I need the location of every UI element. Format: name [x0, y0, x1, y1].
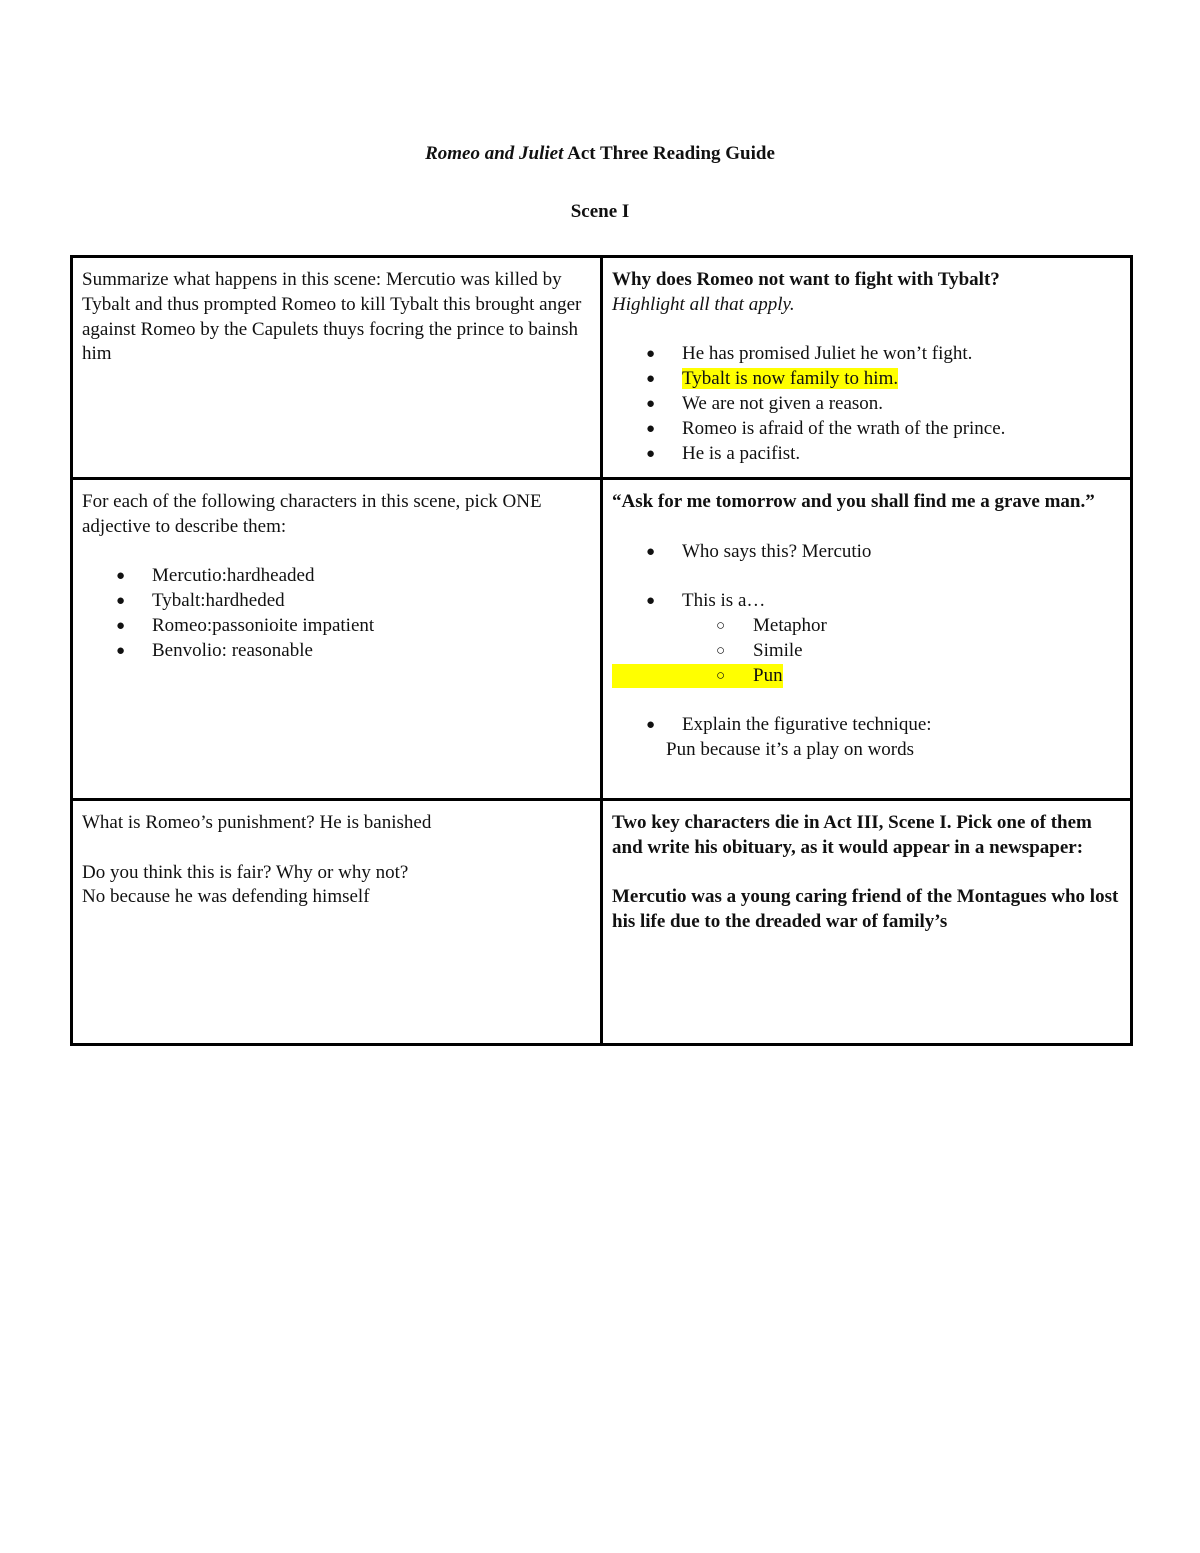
- list-item[interactable]: [82, 589, 590, 614]
- explain-answer: Pun because it’s a play on words: [666, 738, 915, 760]
- quote-text: “Ask for me tomorrow and you shall find me a grave man.”: [612, 491, 1095, 512]
- this-is-a-text: This is a…: [682, 590, 766, 612]
- list-item[interactable]: [612, 540, 1120, 565]
- character-adjective: Tybalt:hardheded: [152, 590, 285, 612]
- choice-text: Simile: [753, 639, 803, 661]
- list-item[interactable]: [612, 417, 1120, 442]
- explain-list: [612, 713, 1120, 738]
- why-not-fight-options: [612, 342, 1120, 466]
- table-row: [72, 800, 1132, 1045]
- scene-heading: Scene I: [570, 201, 630, 222]
- list-item[interactable]: [612, 392, 1120, 417]
- character-adjective: Benvolio: reasonable: [152, 639, 313, 661]
- why-not-fight-question: Why does Romeo not want to fight with Tybalt?: [612, 269, 1000, 290]
- list-item[interactable]: [612, 639, 1120, 664]
- obituary-prompt: Two key characters die in Act III, Scene I. Pick one of them and write his obituary, as it would appear in a newspaper:: [612, 812, 1092, 858]
- adjectives-prompt: For each of the following characters in this scene, pick ONE adjective to describe them:: [82, 491, 542, 537]
- quote-questions: [612, 540, 1120, 565]
- list-item[interactable]: [612, 342, 1120, 367]
- hollow-bullet-icon: ○ ○: [716, 667, 726, 684]
- title-rest: Act Three Reading Guide: [563, 143, 775, 164]
- list-item[interactable]: [612, 614, 1120, 639]
- reading-guide-table: [70, 255, 1133, 1046]
- obituary-cell[interactable]: [602, 800, 1132, 1045]
- why-not-fight-cell[interactable]: [602, 257, 1132, 479]
- character-adjective: Mercutio:hardheaded: [152, 565, 315, 587]
- option-text: Romeo is afraid of the wrath of the prince.: [682, 417, 1006, 439]
- list-item[interactable]: [612, 442, 1120, 467]
- fair-question: Do you think this is fair? Why or why not?: [82, 861, 409, 883]
- table-row: [72, 257, 1132, 479]
- document-title: [0, 141, 1200, 167]
- character-adjective: Romeo:passonioite impatient: [152, 614, 375, 636]
- quote-technique-list: [612, 589, 1120, 614]
- summary-prompt: Summarize what happens in this scene:: [82, 269, 386, 290]
- technique-choices: [612, 614, 1120, 688]
- explain-prompt: Explain the figurative technique:: [682, 714, 932, 736]
- adjectives-cell[interactable]: [72, 479, 602, 800]
- list-item[interactable]: [82, 639, 590, 664]
- list-item[interactable]: [612, 713, 1120, 738]
- option-text-highlighted: Tybalt is now family to him.: [682, 368, 899, 390]
- list-item-highlighted[interactable]: [612, 367, 1120, 392]
- list-item-highlighted[interactable]: [612, 664, 1120, 689]
- punishment-question: What is Romeo’s punishment? He is banished: [82, 812, 432, 833]
- list-item[interactable]: [82, 564, 590, 589]
- option-text: He is a pacifist.: [682, 442, 801, 464]
- option-text: He has promised Juliet he won’t fight.: [682, 343, 973, 365]
- summary-text: [82, 268, 590, 367]
- why-not-fight-instruction: Highlight all that apply.: [612, 293, 795, 315]
- list-item[interactable]: [612, 589, 1120, 614]
- list-item[interactable]: [82, 614, 590, 639]
- fair-answer: No because he was defending himself: [82, 886, 370, 908]
- option-text: We are not given a reason.: [682, 392, 884, 414]
- quote-cell[interactable]: [602, 479, 1132, 800]
- who-says-text: Who says this? Mercutio: [682, 540, 872, 562]
- choice-highlight: [612, 664, 783, 689]
- choice-text-highlighted: Pun: [753, 664, 783, 686]
- obituary-answer: Mercutio was a young caring friend of the Montagues who lost his life due to the dreaded war of family’s: [612, 886, 1119, 933]
- table-row: [72, 479, 1132, 800]
- summary-cell[interactable]: [72, 257, 602, 479]
- title-play-name: Romeo and Juliet: [425, 143, 564, 164]
- punishment-cell[interactable]: [72, 800, 602, 1045]
- summary-answer: Mercutio was killed by Tybalt and thus prompted Romeo to kill Tybalt this brought anger against Romeo by the Capulets thuys focring the prince to bainsh him: [82, 269, 582, 365]
- character-list: [82, 564, 590, 663]
- choice-text: Metaphor: [753, 614, 827, 636]
